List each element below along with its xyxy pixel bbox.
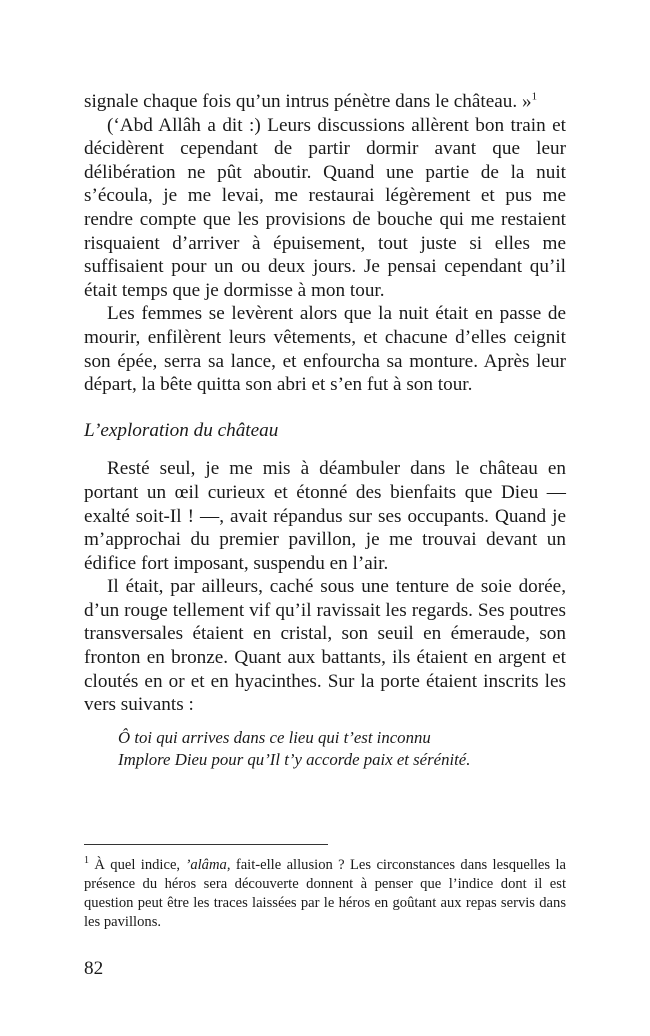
footnote-term: ’alâma	[185, 857, 227, 873]
verse-block	[118, 727, 566, 771]
paragraph-1	[84, 90, 566, 114]
section-text	[84, 457, 566, 717]
footnote	[84, 856, 566, 932]
footnote-separator	[84, 844, 328, 845]
footnote-reference[interactable]: 1	[531, 90, 538, 103]
footnote-text-after: , fait-elle allusion ? Les circonstances dans lesquelles la présence du héros sera découverte donnent à penser que l’indice dont il est question peut être les traces laissées par le héros en goûtant aux repas servis dans les pavillons.	[84, 857, 566, 930]
paragraph-1-text: signale chaque fois qu’un intrus pénètre dans le château. »	[84, 91, 532, 112]
main-text	[84, 90, 566, 397]
page-body	[84, 90, 566, 771]
paragraph-2: (‘Abd Allâh a dit :) Leurs discussions allèrent bon train et décidèrent cependant de partir dormir avant que leur délibération ne pût aboutir. Quand une partie de la nuit s’écoula, je me levai, me restaurai légèrement et pus me rendre compte que les provisions de bouche qui me restaient risquaient d’arriver à épuisement, tout juste si elles me suffisaient pour un ou deux jours. Je pensai cependant qu’il était temps que je dormisse à mon tour.	[84, 114, 566, 301]
footnote-text-before: À quel indice,	[89, 857, 186, 873]
paragraph-4: Resté seul, je me mis à déambuler dans le château en portant un œil curieux et étonné des bienfaits que Dieu — exalté soit-Il ! —, avait répandus sur ses occupants. Quand je m’approchai du premier pavillon, je me trouvai devant un édifice fort imposant, suspendu en l’air.	[84, 458, 566, 574]
verse-line-1: Ô toi qui arrives dans ce lieu qui t’est inconnu	[118, 727, 431, 747]
page-number: 82	[84, 958, 104, 979]
paragraph-3: Les femmes se levèrent alors que la nuit était en passe de mourir, enfilèrent leurs vêtements, et chacune d’elles ceignit son épée, serra sa lance, et enfourcha sa monture. Après leur départ, la bête quitta son abri et s’en fut à son tour.	[84, 303, 566, 396]
footnote-marker: 1	[84, 855, 89, 867]
verse-line-2: Implore Dieu pour qu’Il t’y accorde paix et sérénité.	[118, 749, 471, 769]
section-heading: L’exploration du château	[84, 419, 279, 441]
paragraph-5: Il était, par ailleurs, caché sous une tenture de soie dorée, d’un rouge tellement vif qu’il ravissait les regards. Ses poutres transversales étaient en cristal, son seuil en émeraude, son fronton en bronze. Quant aux battants, ils étaient en argent et cloutés en or et en hyacinthes. Sur la porte étaient inscrits les vers suivants :	[84, 576, 566, 716]
